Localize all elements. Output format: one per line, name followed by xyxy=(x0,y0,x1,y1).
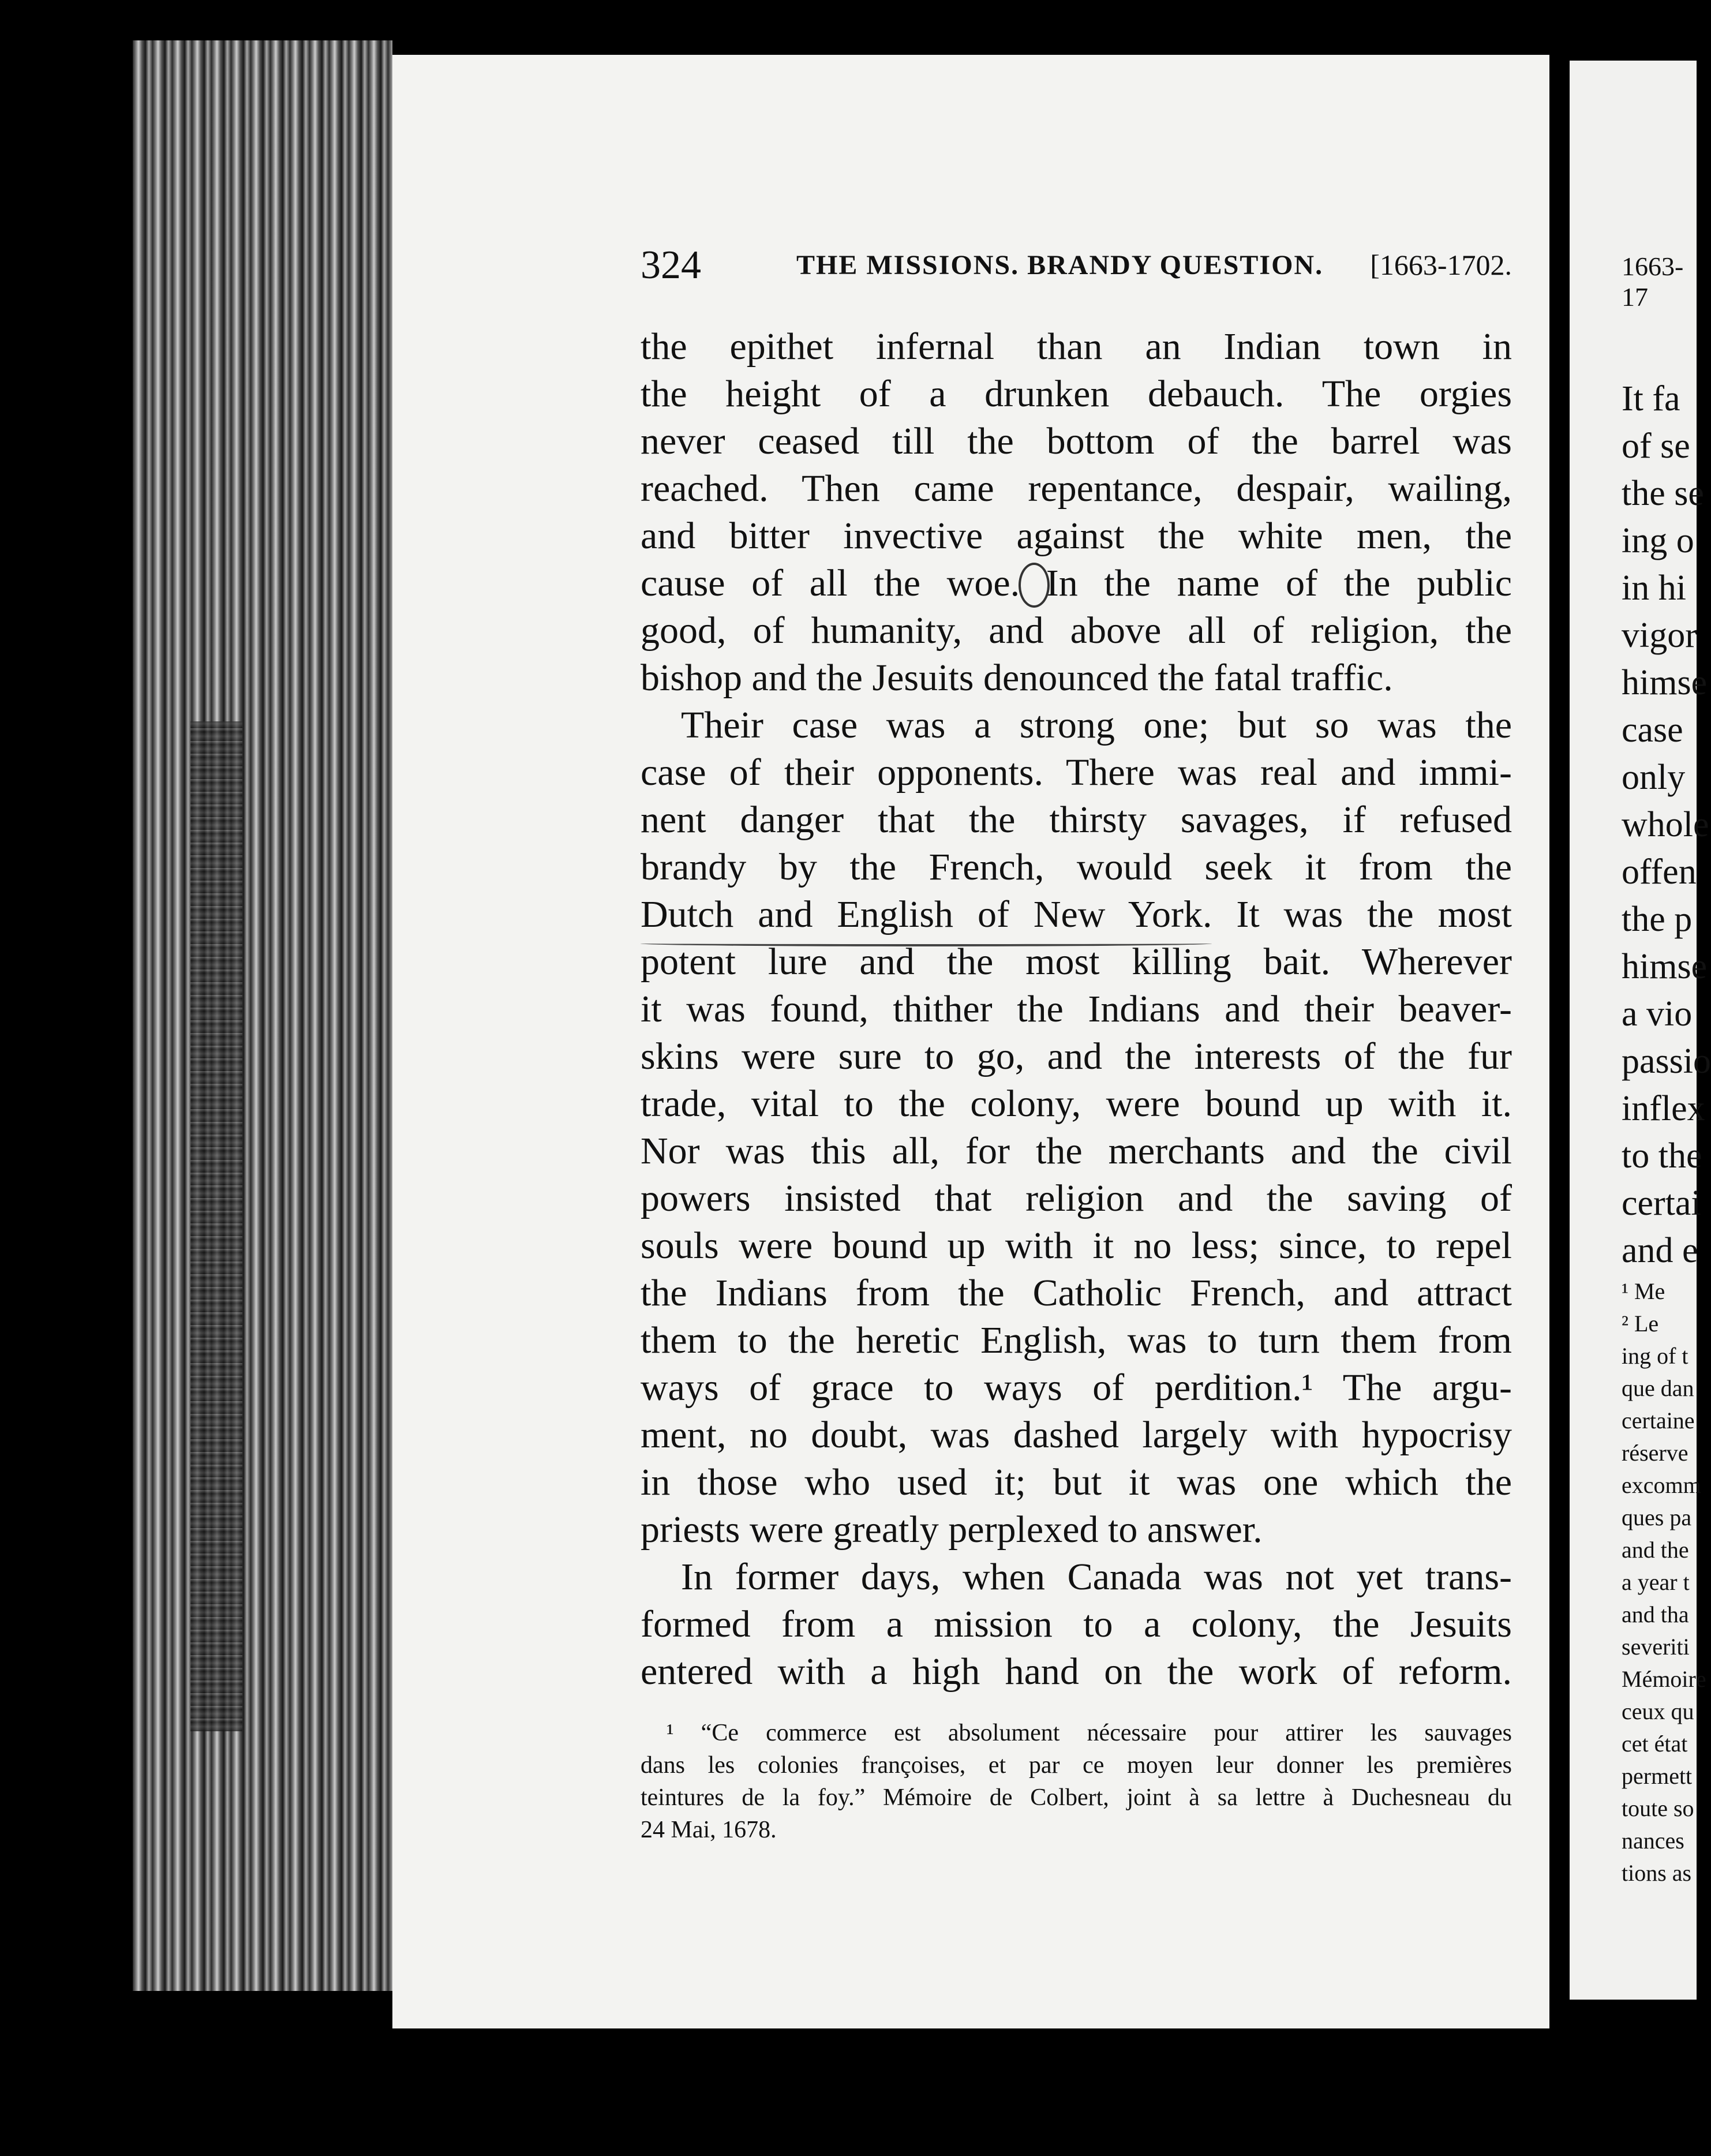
next-page-header: 1663-17 xyxy=(1622,252,1684,312)
next-page-footnote-line: severiti xyxy=(1622,1634,1690,1660)
next-page-line: certai xyxy=(1622,1184,1701,1223)
next-page-footnote-line: permett xyxy=(1622,1763,1693,1789)
text-line: Their case was a strong one; but so was the xyxy=(681,704,1512,746)
text-line: in those who used it; but it was one which the xyxy=(641,1461,1512,1503)
text-line: case of their opponents. There was real and immi- xyxy=(641,751,1512,793)
text-line: and bitter invective against the white men, the xyxy=(641,515,1512,557)
text-line: the Indians from the Catholic French, and attract xyxy=(641,1272,1512,1314)
footnote-line: teintures de la foy.” Mémoire de Colbert, joint à sa lettre à Duchesneau du xyxy=(641,1784,1512,1811)
next-page-line: himse xyxy=(1622,663,1708,702)
next-page-footnote-line: toute so xyxy=(1622,1795,1694,1821)
text-line: them to the heretic English, was to turn them from xyxy=(641,1319,1512,1361)
page-number: 324 xyxy=(641,243,701,287)
next-page-line: passio xyxy=(1622,1042,1711,1081)
page-header xyxy=(641,242,1512,289)
next-page-footnote-line: que dan xyxy=(1622,1375,1694,1401)
footnote-line: dans les colonies françoises, et par ce moyen leur donner les premières xyxy=(641,1752,1512,1779)
next-page-line: ing o xyxy=(1622,521,1694,560)
next-page-line: only xyxy=(1622,758,1686,797)
text-line: ment, no doubt, was dashed largely with hypocrisy xyxy=(641,1414,1512,1456)
next-page-footnote-line: and tha xyxy=(1622,1601,1689,1627)
text-line: potent lure and the most killing bait. Wherever xyxy=(641,941,1512,983)
text-line: trade, vital to the colony, were bound up with it. xyxy=(641,1083,1512,1125)
text-line: reached. Then came repentance, despair, wailing, xyxy=(641,467,1512,510)
footnote-line: ¹ “Ce commerce est absolument nécessaire pour attirer les sauvages xyxy=(667,1720,1512,1746)
text-line: cause of all the woe. In the name of the public xyxy=(641,562,1512,604)
next-page-footnote-line: nances xyxy=(1622,1828,1684,1854)
next-page-line: It fa xyxy=(1622,379,1680,418)
next-page-line: inflex xyxy=(1622,1089,1705,1128)
next-page-footnote-line: cet état xyxy=(1622,1731,1688,1757)
text-line: the epithet infernal than an Indian town in xyxy=(641,325,1512,368)
next-page-line: the se xyxy=(1622,474,1704,513)
book-edge-shadow xyxy=(190,721,242,1731)
next-page-footnote-line: réserve xyxy=(1622,1440,1688,1466)
next-page-line: offen xyxy=(1622,852,1697,892)
next-page-line: the p xyxy=(1622,900,1693,939)
text-line: ways of grace to ways of perdition.¹ The argu- xyxy=(641,1367,1512,1409)
next-page-line: a vio xyxy=(1622,994,1693,1034)
next-page-footnote-line: ¹ Me xyxy=(1622,1278,1665,1304)
text-line: Dutch and English of New York. It was the most xyxy=(641,893,1512,935)
next-page-line: to the xyxy=(1622,1136,1702,1176)
right-page-fragment xyxy=(1570,61,1711,2000)
next-page-footnote-line: certaine xyxy=(1622,1408,1695,1433)
text-line: never ceased till the bottom of the barrel was xyxy=(641,420,1512,462)
text-line: Nor was this all, for the merchants and the civil xyxy=(641,1130,1512,1172)
next-page-line: in hi xyxy=(1622,568,1686,608)
text-line: it was found, thither the Indians and their beaver- xyxy=(641,988,1512,1030)
text-line: skins were sure to go, and the interests of the fur xyxy=(641,1035,1512,1077)
next-page-line: case xyxy=(1622,710,1683,750)
next-page-body xyxy=(1570,375,1711,1274)
book-page-edges xyxy=(133,40,392,1991)
pen-underline xyxy=(641,941,1212,946)
next-page-footnote-line: Mémoire xyxy=(1622,1666,1706,1692)
footnote-line: 24 Mai, 1678. xyxy=(641,1817,777,1843)
footnotes xyxy=(641,1717,1512,1846)
pen-mark xyxy=(1019,563,1050,608)
text-line: In former days, when Canada was not yet trans- xyxy=(681,1556,1512,1598)
next-page-footnote-line: ceux qu xyxy=(1622,1698,1694,1724)
text-line: formed from a mission to a colony, the Jesuits xyxy=(641,1603,1512,1645)
text-line: priests were greatly perplexed to answer. xyxy=(641,1509,1263,1551)
next-page-line: and e xyxy=(1622,1231,1698,1270)
next-page-line: of se xyxy=(1622,426,1690,466)
next-page-footnote-line: excomm xyxy=(1622,1472,1701,1498)
next-page-line: himse xyxy=(1622,947,1708,986)
text-line: souls were bound up with it no less; since, to repel xyxy=(641,1225,1512,1267)
running-title: THE MISSIONS. BRANDY QUESTION. xyxy=(796,250,1324,280)
next-page-footnote-line: ques pa xyxy=(1622,1504,1692,1530)
text-line: the height of a drunken debauch. The orgies xyxy=(641,373,1512,415)
next-page-footnote-line: and the xyxy=(1622,1537,1689,1563)
text-line: brandy by the French, would seek it from the xyxy=(641,846,1512,888)
body-text xyxy=(641,323,1512,1695)
text-line: powers insisted that religion and the saving of xyxy=(641,1177,1512,1219)
next-page-footnote-line: a year t xyxy=(1622,1569,1690,1595)
next-page-line: vigor xyxy=(1622,616,1697,655)
next-page-footnote-line: tions as xyxy=(1622,1860,1692,1886)
next-page-line: whole xyxy=(1622,805,1709,844)
next-page-footnotes xyxy=(1570,1275,1706,1889)
date-range: [1663-1702. xyxy=(1370,249,1512,281)
text-line: good, of humanity, and above all of religion, the xyxy=(641,609,1512,652)
text-line: nent danger that the thirsty savages, if refused xyxy=(641,799,1512,841)
next-page-footnote-line: ing of t xyxy=(1622,1343,1688,1369)
next-page-footnote-line: ² Le xyxy=(1622,1311,1659,1337)
text-line: entered with a high hand on the work of reform. xyxy=(641,1650,1512,1693)
text-line: bishop and the Jesuits denounced the fatal traffic. xyxy=(641,657,1393,699)
